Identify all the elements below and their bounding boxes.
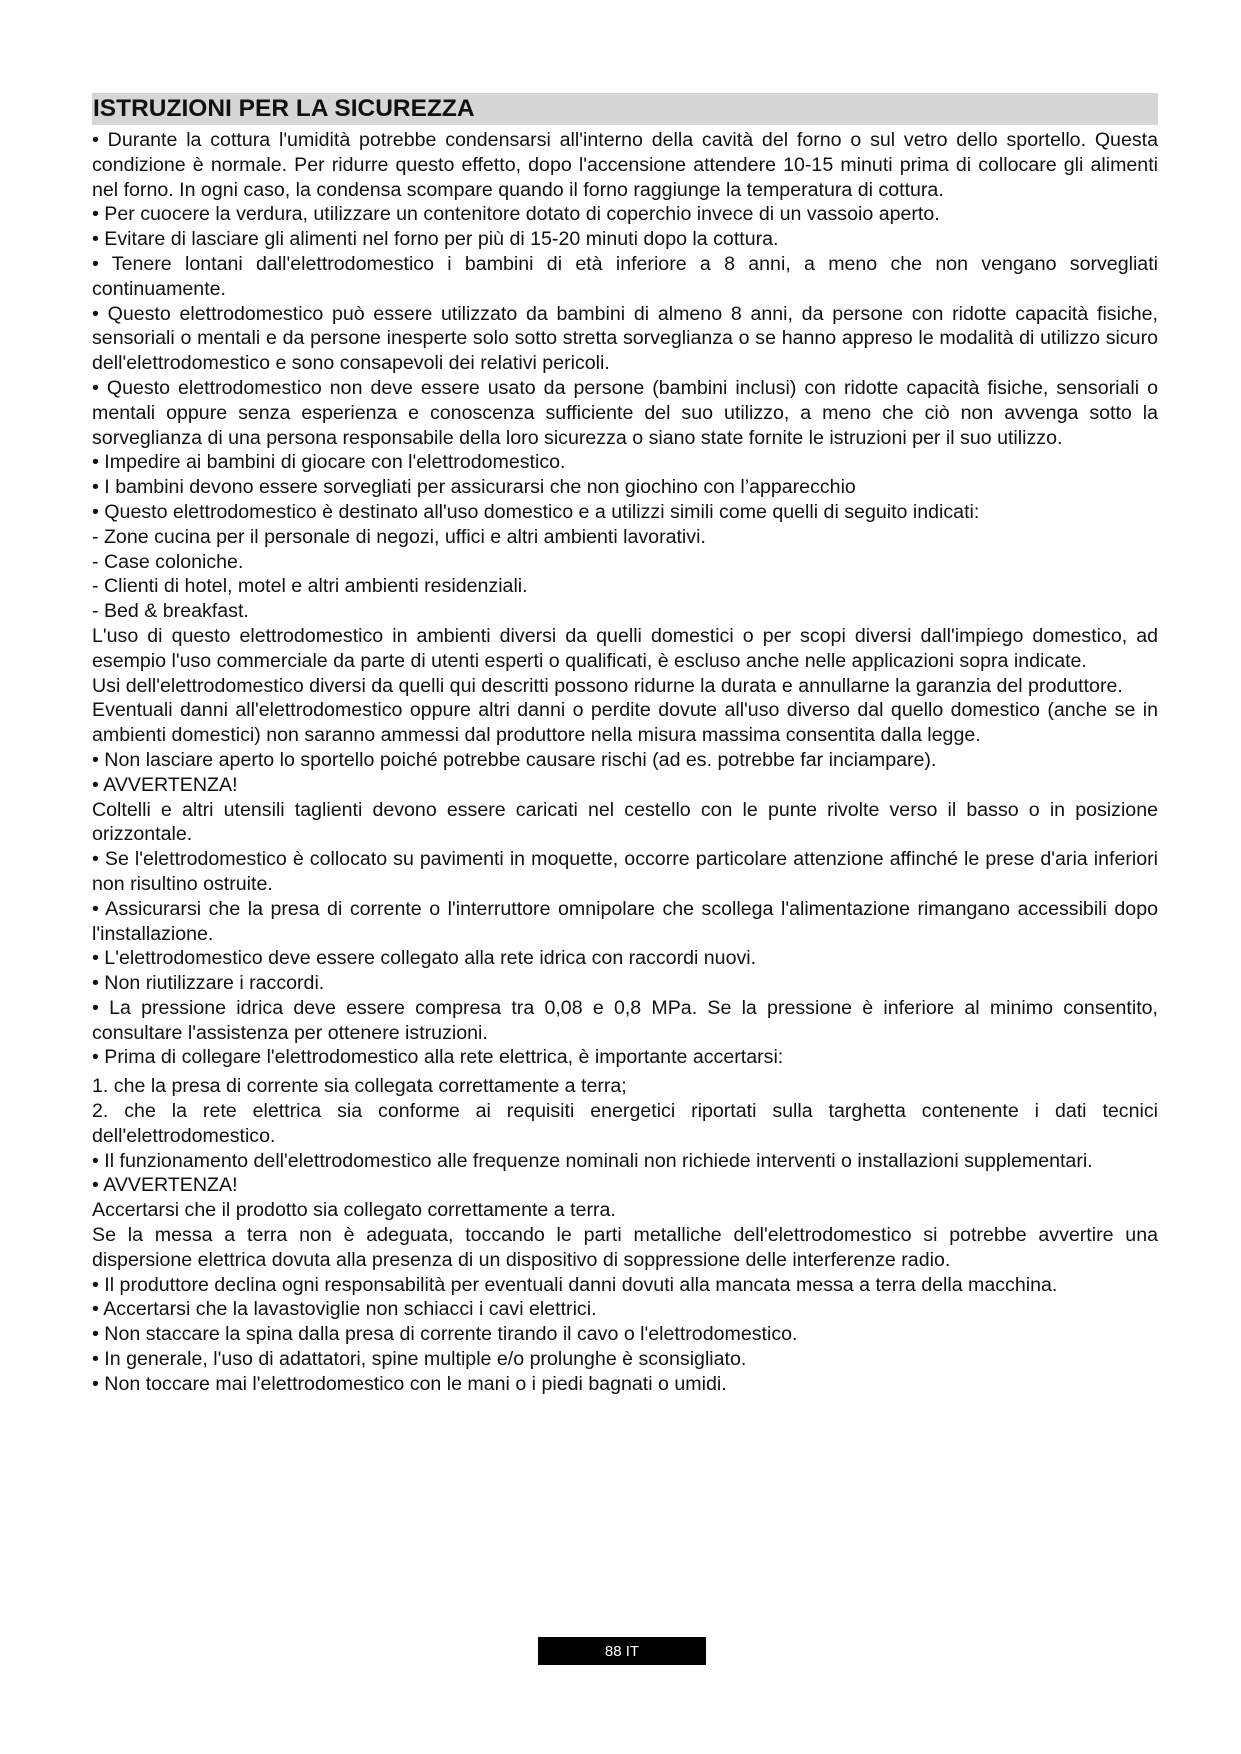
paragraph: • Non toccare mai l'elettrodomestico con le mani o i piedi bagnati o umidi.: [92, 1372, 727, 1395]
paragraph: • Questo elettrodomestico non deve essere usato da persone (bambini inclusi) con ridotte capacità fisiche, sensoriali o mentali oppure senza esperienza e conoscenza sufficiente del suo utilizzo, a meno che ciò non avvenga sotto la sorveglianza di una persona responsabile della loro sicurezza o siano state fornite le istruzioni per il suo utilizzo.: [92, 376, 1158, 449]
paragraph: • Durante la cottura l'umidità potrebbe condensarsi all'interno della cavità del forno o sul vetro dello sportello. Questa condizione è normale. Per ridurre questo effetto, dopo l'accensione attendere 10-15 minuti prima di collocare gli alimenti nel forno. In ogni caso, la condensa scompare quando il forno raggiunge la temperatura di cottura.: [92, 129, 1158, 201]
paragraph: • Impedire ai bambini di giocare con l'elettrodomestico.: [92, 451, 566, 474]
paragraph: • Accertarsi che la lavastoviglie non schiacci i cavi elettrici.: [92, 1298, 597, 1321]
paragraph: • Questo elettrodomestico è destinato all'uso domestico e a utilizzi simili come quelli di seguito indicati:: [92, 500, 980, 523]
paragraph: • La pressione idrica deve essere compresa tra 0,08 e 0,8 MPa. Se la pressione è inferiore al minimo consentito, consultare l'assistenza per ottenere istruzioni.: [92, 996, 1158, 1044]
paragraph: • Questo elettrodomestico può essere utilizzato da bambini di almeno 8 anni, da persone con ridotte capacità fisiche, sensoriali o mentali e da persone inesperte solo sotto stretta sorveglianza o se hanno appreso le modalità di utilizzo sicuro dell'elettrodomestico e sono consapevoli dei relativi pericoli.: [92, 302, 1158, 375]
numbered-item: 1. che la presa di corrente sia collegata correttamente a terra;: [92, 1075, 627, 1098]
warning-label: • AVVERTENZA!: [92, 773, 238, 796]
section-heading-bar: [92, 93, 1158, 125]
paragraph: • Il funzionamento dell'elettrodomestico alle frequenze nominali non richiede interventi o installazioni supplementari.: [92, 1149, 1093, 1172]
paragraph: • In generale, l'uso di adattatori, spine multiple e/o prolunghe è sconsigliato.: [92, 1348, 747, 1371]
list-item: - Bed & breakfast.: [92, 600, 249, 623]
safety-instructions-body: [92, 128, 1158, 1397]
list-item: - Case coloniche.: [92, 550, 244, 573]
paragraph: • I bambini devono essere sorvegliati per assicurarsi che non giochino con l’apparecchio: [92, 476, 856, 499]
warning-label: • AVVERTENZA!: [92, 1174, 238, 1197]
paragraph: Se la messa a terra non è adeguata, toccando le parti metalliche dell'elettrodomestico si potrebbe avvertire una dispersione elettrica dovuta alla presenza di un dispositivo di soppressione delle interferenze radio.: [92, 1224, 1158, 1271]
paragraph: • Prima di collegare l'elettrodomestico alla rete elettrica, è importante accertarsi:: [92, 1046, 784, 1069]
list-item: - Zone cucina per il personale di negozi, uffici e altri ambienti lavorativi.: [92, 525, 706, 548]
numbered-item: 2. che la rete elettrica sia conforme ai requisiti energetici riportati sulla targhetta contenente i dati tecnici dell'elettrodomestico.: [92, 1100, 1158, 1147]
paragraph: Coltelli e altri utensili taglienti devono essere caricati nel cestello con le punte rivolte verso il basso o in posizione orizzontale.: [92, 798, 1158, 846]
paragraph: • L'elettrodomestico deve essere collegato alla rete idrica con raccordi nuovi.: [92, 947, 757, 970]
paragraph: • Non lasciare aperto lo sportello poiché potrebbe causare rischi (ad es. potrebbe far inciampare).: [92, 748, 937, 771]
document-page: [92, 93, 1158, 1397]
paragraph: Eventuali danni all'elettrodomestico oppure altri danni o perdite dovute all'uso diverso dal quello domestico (anche se in ambienti domestici) non saranno ammessi dal produttore nella misura massima consentita dalla legge.: [92, 699, 1158, 747]
paragraph: • Evitare di lasciare gli alimenti nel forno per più di 15-20 minuti dopo la cottura.: [92, 228, 779, 251]
paragraph: • Il produttore declina ogni responsabilità per eventuali danni dovuti alla mancata messa a terra della macchina.: [92, 1273, 1058, 1296]
paragraph: L'uso di questo elettrodomestico in ambienti diversi da quelli domestici o per scopi diversi dall'impiego domestico, ad esempio l'uso commerciale da parte di utenti esperti o qualificati, è escluso anche nelle applicazioni sopra indicate.: [92, 624, 1158, 672]
page-number: 88 IT: [538, 1637, 706, 1665]
section-heading: ISTRUZIONI PER LA SICUREZZA: [93, 95, 475, 122]
list-item: - Clienti di hotel, motel e altri ambienti residenziali.: [92, 575, 528, 598]
paragraph: Usi dell'elettrodomestico diversi da quelli qui descritti possono ridurne la durata e annullarne la garanzia del produttore.: [92, 674, 1123, 697]
paragraph: • Per cuocere la verdura, utilizzare un contenitore dotato di coperchio invece di un vassoio aperto.: [92, 203, 940, 226]
paragraph: Accertarsi che il prodotto sia collegato correttamente a terra.: [92, 1199, 616, 1222]
paragraph: • Non riutilizzare i raccordi.: [92, 972, 325, 995]
paragraph: • Non staccare la spina dalla presa di corrente tirando il cavo o l'elettrodomestico.: [92, 1323, 798, 1346]
paragraph: • Assicurarsi che la presa di corrente o l'interruttore omnipolare che scollega l'alimentazione rimangano accessibili dopo l'installazione.: [92, 897, 1158, 945]
paragraph: • Se l'elettrodomestico è collocato su pavimenti in moquette, occorre particolare attenzione affinché le prese d'aria inferiori non risultino ostruite.: [92, 848, 1158, 895]
paragraph: • Tenere lontani dall'elettrodomestico i bambini di età inferiore a 8 anni, a meno che non vengano sorvegliati continuamente.: [92, 252, 1158, 300]
